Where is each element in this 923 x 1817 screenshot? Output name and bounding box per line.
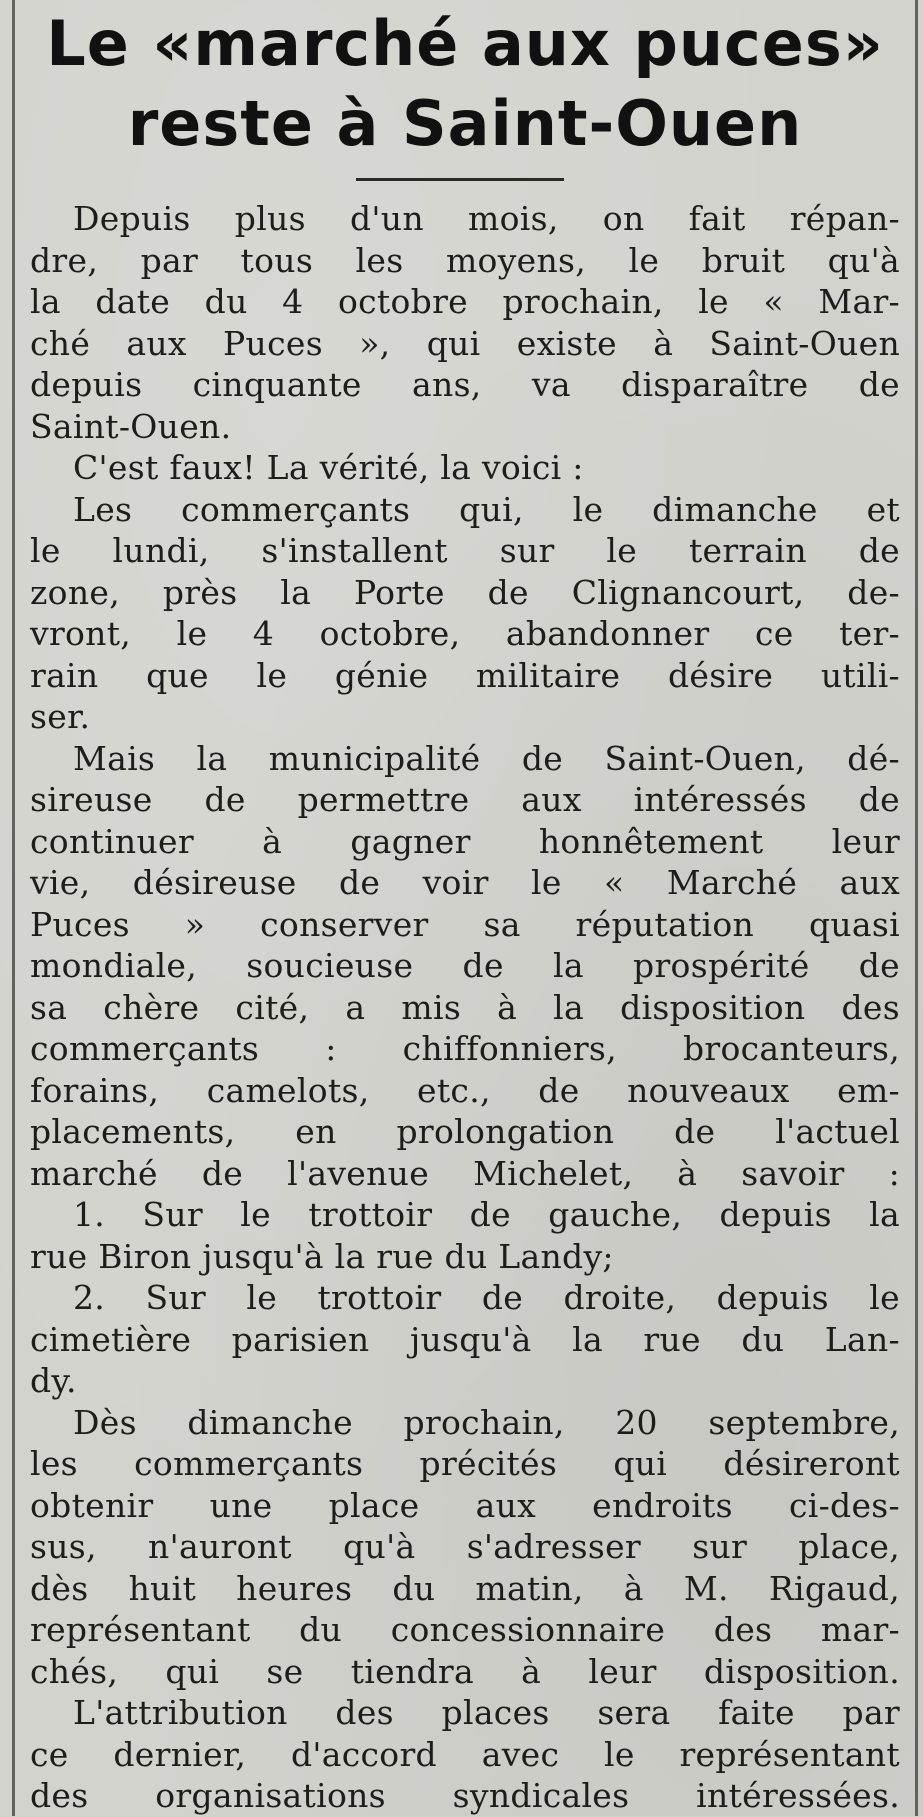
body-line: Puces » conserver sa réputation quasi: [30, 904, 900, 944]
body-line: Dès dimanche prochain, 20 septembre,: [73, 1402, 900, 1442]
body-line: les commerçants précités qui désireront: [30, 1444, 900, 1483]
body-line: Les commerçants qui, le dimanche et: [73, 489, 900, 529]
title-divider: [356, 178, 564, 181]
body-line: vie, désireuse de voir le « Marché aux: [30, 863, 900, 902]
body-line: Saint-Ouen.: [30, 406, 232, 446]
headline: [20, 4, 910, 164]
body-line: Mais la municipalité de Saint-Ouen, dé-: [73, 738, 900, 778]
body-line: vront, le 4 octobre, abandonner ce ter-: [30, 614, 900, 653]
body-line: L'attribution des places sera faite par: [73, 1693, 900, 1732]
body-line: dès huit heures du matin, à M. Rigaud,: [30, 1568, 900, 1608]
body-line: continuer à gagner honnêtement leur: [30, 821, 900, 861]
body-line: le lundi, s'installent sur le terrain de: [30, 531, 900, 570]
body-line: mondiale, soucieuse de la prospérité de: [30, 946, 900, 985]
body-line: ce dernier, d'accord avec le représentant: [30, 1734, 900, 1774]
body-line: sus, n'auront qu'à s'adresser sur place,: [30, 1527, 900, 1566]
body-line: la date du 4 octobre prochain, le « Mar-: [30, 282, 900, 321]
body-line: sa chère cité, a mis à la disposition des: [30, 987, 900, 1027]
body-line: forains, camelots, etc., de nouveaux em-: [30, 1070, 900, 1110]
body-line: ser.: [30, 697, 91, 736]
body-line: sireuse de permettre aux intéressés de: [30, 780, 900, 819]
left-column-rule: [12, 0, 15, 1816]
body-line: placements, en prolongation de l'actuel: [30, 1112, 900, 1151]
body-line: 2. Sur le trottoir de droite, depuis le: [73, 1278, 900, 1317]
body-line: marché de l'avenue Michelet, à savoir :: [30, 1153, 900, 1193]
body-line: rue Biron jusqu'à la rue du Landy;: [30, 1236, 614, 1276]
right-column-rule: [915, 0, 918, 1816]
body-line: dy.: [30, 1361, 77, 1400]
body-line: cimetière parisien jusqu'à la rue du Lan-: [30, 1319, 900, 1359]
body-line: depuis cinquante ans, va disparaître de: [30, 365, 900, 404]
body-line: Depuis plus d'un mois, on fait répan-: [73, 199, 900, 238]
headline-line-1: Le «marché aux puces»: [46, 7, 884, 80]
body-line: ché aux Puces », qui existe à Saint-Ouen: [30, 323, 900, 363]
body-line: 1. Sur le trottoir de gauche, depuis la: [73, 1195, 900, 1234]
body-line: obtenir une place aux endroits ci-des-: [30, 1485, 900, 1525]
body-line: commerçants : chiffonniers, brocanteurs,: [30, 1029, 900, 1068]
body-line: chés, qui se tiendra à leur disposition.: [30, 1651, 900, 1691]
body-line: rain que le génie militaire désire utili-: [30, 655, 900, 695]
body-line: représentant du concessionnaire des mar-: [30, 1610, 900, 1649]
body-line: zone, près la Porte de Clignancourt, de-: [30, 572, 900, 612]
body-line: des organisations syndicales intéressées.: [30, 1776, 900, 1815]
article-body: [30, 198, 900, 1817]
body-line: dre, par tous les moyens, le bruit qu'à: [30, 240, 900, 280]
body-line: C'est faux! La vérité, la voici :: [73, 448, 584, 487]
headline-line-2: reste à Saint-Ouen: [127, 87, 803, 160]
